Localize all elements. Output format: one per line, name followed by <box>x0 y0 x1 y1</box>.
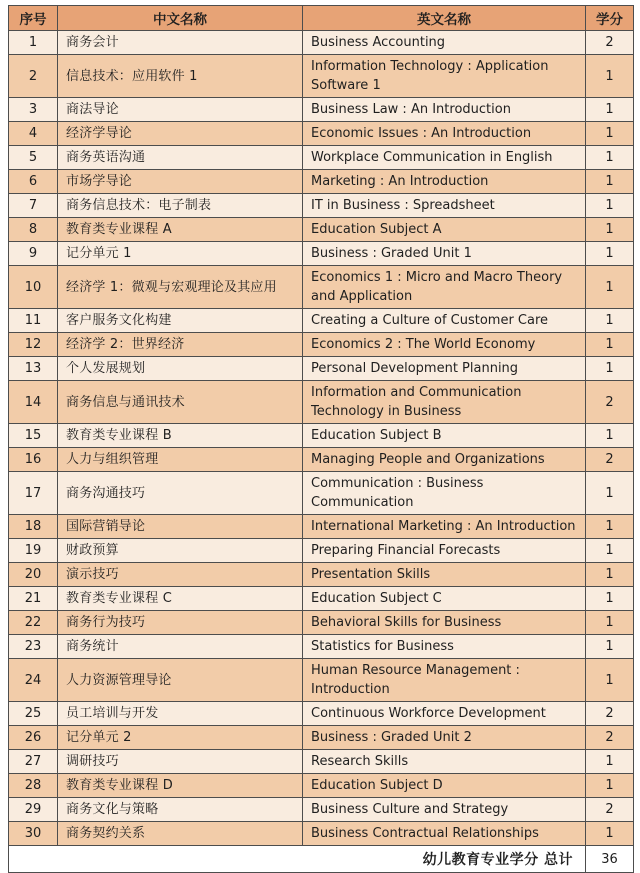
course-name-en: Continuous Workforce Development <box>303 702 586 726</box>
table-row <box>9 563 634 587</box>
course-name-zh: 商务信息技术：电子制表 <box>58 194 303 218</box>
course-credit: 1 <box>586 194 634 218</box>
course-credit: 2 <box>586 381 634 424</box>
row-number: 1 <box>9 31 58 55</box>
row-number: 23 <box>9 635 58 659</box>
table-row <box>9 798 634 822</box>
table-row <box>9 822 634 846</box>
table-row <box>9 242 634 266</box>
row-number: 12 <box>9 333 58 357</box>
course-name-en: Business Law : An Introduction <box>303 98 586 122</box>
course-name-zh: 国际营销导论 <box>58 515 303 539</box>
course-name-en: Human Resource Management : Introduction <box>303 659 586 702</box>
row-number: 28 <box>9 774 58 798</box>
row-number: 19 <box>9 539 58 563</box>
table-row <box>9 702 634 726</box>
row-number: 5 <box>9 146 58 170</box>
course-credit: 2 <box>586 798 634 822</box>
course-name-en: Workplace Communication in English <box>303 146 586 170</box>
course-credit: 1 <box>586 515 634 539</box>
course-name-en: Managing People and Organizations <box>303 448 586 472</box>
row-number: 24 <box>9 659 58 702</box>
column-header-number: 序号 <box>9 6 58 31</box>
row-number: 13 <box>9 357 58 381</box>
course-name-zh: 市场学导论 <box>58 170 303 194</box>
row-number: 3 <box>9 98 58 122</box>
course-name-zh: 教育类专业课程 A <box>58 218 303 242</box>
course-name-en: Education Subject D <box>303 774 586 798</box>
course-name-zh: 经济学导论 <box>58 122 303 146</box>
course-credit: 1 <box>586 122 634 146</box>
course-credit: 1 <box>586 563 634 587</box>
row-number: 17 <box>9 472 58 515</box>
course-credit: 1 <box>586 750 634 774</box>
row-number: 11 <box>9 309 58 333</box>
course-credit: 1 <box>586 611 634 635</box>
course-name-zh: 财政预算 <box>58 539 303 563</box>
course-name-zh: 商法导论 <box>58 98 303 122</box>
course-name-zh: 经济学 1：微观与宏观理论及其应用 <box>58 266 303 309</box>
course-credit: 1 <box>586 659 634 702</box>
course-name-en: Statistics for Business <box>303 635 586 659</box>
table-row <box>9 98 634 122</box>
course-credit: 1 <box>586 242 634 266</box>
course-name-en: Education Subject C <box>303 587 586 611</box>
row-number: 8 <box>9 218 58 242</box>
table-row <box>9 611 634 635</box>
row-number: 26 <box>9 726 58 750</box>
course-credit: 1 <box>586 333 634 357</box>
course-credit: 1 <box>586 424 634 448</box>
course-name-en: Creating a Culture of Customer Care <box>303 309 586 333</box>
row-number: 15 <box>9 424 58 448</box>
course-name-zh: 教育类专业课程 C <box>58 587 303 611</box>
course-credit: 1 <box>586 357 634 381</box>
course-name-en: Education Subject A <box>303 218 586 242</box>
course-name-en: Business Accounting <box>303 31 586 55</box>
table-row <box>9 448 634 472</box>
table-row <box>9 170 634 194</box>
row-number: 2 <box>9 55 58 98</box>
table-row <box>9 726 634 750</box>
course-name-en: Business : Graded Unit 1 <box>303 242 586 266</box>
course-name-en: Education Subject B <box>303 424 586 448</box>
course-name-zh: 商务文化与策略 <box>58 798 303 822</box>
table-row <box>9 635 634 659</box>
course-credit: 1 <box>586 146 634 170</box>
table-row <box>9 381 634 424</box>
row-number: 9 <box>9 242 58 266</box>
course-credit: 2 <box>586 702 634 726</box>
course-credit: 1 <box>586 218 634 242</box>
table-row <box>9 539 634 563</box>
row-number: 20 <box>9 563 58 587</box>
table-row <box>9 659 634 702</box>
table-row <box>9 424 634 448</box>
row-number: 22 <box>9 611 58 635</box>
course-name-en: Business Contractual Relationships <box>303 822 586 846</box>
course-name-zh: 演示技巧 <box>58 563 303 587</box>
row-number: 7 <box>9 194 58 218</box>
table-row <box>9 774 634 798</box>
course-name-en: Business : Graded Unit 2 <box>303 726 586 750</box>
course-name-zh: 记分单元 1 <box>58 242 303 266</box>
course-name-zh: 商务契约关系 <box>58 822 303 846</box>
table-row <box>9 587 634 611</box>
course-credit: 2 <box>586 31 634 55</box>
course-name-en: Economics 1 : Micro and Macro Theory and Application <box>303 266 586 309</box>
course-name-en: Research Skills <box>303 750 586 774</box>
course-name-en: IT in Business : Spreadsheet <box>303 194 586 218</box>
course-rows <box>9 31 634 846</box>
course-name-zh: 商务会计 <box>58 31 303 55</box>
table-row <box>9 218 634 242</box>
course-credit: 1 <box>586 587 634 611</box>
course-credit: 1 <box>586 635 634 659</box>
column-header-english: 英文名称 <box>303 6 586 31</box>
row-number: 18 <box>9 515 58 539</box>
course-credits-table <box>8 5 634 873</box>
course-name-zh: 记分单元 2 <box>58 726 303 750</box>
row-number: 10 <box>9 266 58 309</box>
table-row <box>9 472 634 515</box>
course-name-en: Personal Development Planning <box>303 357 586 381</box>
course-name-zh: 商务信息与通讯技术 <box>58 381 303 424</box>
total-row <box>9 846 634 873</box>
row-number: 27 <box>9 750 58 774</box>
course-name-zh: 员工培训与开发 <box>58 702 303 726</box>
course-credit: 1 <box>586 822 634 846</box>
table-row <box>9 750 634 774</box>
table-row <box>9 333 634 357</box>
table-row <box>9 146 634 170</box>
course-name-en: Preparing Financial Forecasts <box>303 539 586 563</box>
course-name-en: Marketing : An Introduction <box>303 170 586 194</box>
course-credit: 1 <box>586 170 634 194</box>
table-row <box>9 55 634 98</box>
course-name-zh: 商务行为技巧 <box>58 611 303 635</box>
course-credit: 1 <box>586 98 634 122</box>
course-name-en: Information Technology : Application Software 1 <box>303 55 586 98</box>
course-name-en: Information and Communication Technology in Business <box>303 381 586 424</box>
course-name-en: Business Culture and Strategy <box>303 798 586 822</box>
course-name-zh: 商务英语沟通 <box>58 146 303 170</box>
course-name-en: Economic Issues : An Introduction <box>303 122 586 146</box>
row-number: 6 <box>9 170 58 194</box>
course-name-zh: 教育类专业课程 D <box>58 774 303 798</box>
course-credit: 1 <box>586 472 634 515</box>
course-name-zh: 信息技术：应用软件 1 <box>58 55 303 98</box>
row-number: 25 <box>9 702 58 726</box>
header-row <box>9 6 634 31</box>
total-label: 幼儿教育专业学分 总计 <box>9 846 586 873</box>
course-name-zh: 客户服务文化构建 <box>58 309 303 333</box>
course-name-en: Presentation Skills <box>303 563 586 587</box>
course-name-zh: 商务沟通技巧 <box>58 472 303 515</box>
course-credit: 1 <box>586 309 634 333</box>
row-number: 16 <box>9 448 58 472</box>
course-credit: 2 <box>586 448 634 472</box>
column-header-chinese: 中文名称 <box>58 6 303 31</box>
course-credit: 1 <box>586 266 634 309</box>
course-name-en: Economics 2 : The World Economy <box>303 333 586 357</box>
table-row <box>9 31 634 55</box>
table-row <box>9 357 634 381</box>
course-name-zh: 商务统计 <box>58 635 303 659</box>
course-name-en: Communication : Business Communication <box>303 472 586 515</box>
course-name-zh: 人力资源管理导论 <box>58 659 303 702</box>
table-row <box>9 309 634 333</box>
course-credit: 1 <box>586 539 634 563</box>
course-credit: 1 <box>586 774 634 798</box>
course-name-en: Behavioral Skills for Business <box>303 611 586 635</box>
row-number: 14 <box>9 381 58 424</box>
row-number: 4 <box>9 122 58 146</box>
table-row <box>9 515 634 539</box>
total-credits-value: 36 <box>586 846 634 873</box>
course-name-zh: 调研技巧 <box>58 750 303 774</box>
course-name-en: International Marketing : An Introduction <box>303 515 586 539</box>
course-name-zh: 人力与组织管理 <box>58 448 303 472</box>
column-header-credits: 学分 <box>586 6 634 31</box>
table-row <box>9 194 634 218</box>
course-name-zh: 教育类专业课程 B <box>58 424 303 448</box>
course-credit: 1 <box>586 55 634 98</box>
row-number: 29 <box>9 798 58 822</box>
course-credit: 2 <box>586 726 634 750</box>
row-number: 21 <box>9 587 58 611</box>
row-number: 30 <box>9 822 58 846</box>
table-row <box>9 266 634 309</box>
table-row <box>9 122 634 146</box>
course-name-zh: 个人发展规划 <box>58 357 303 381</box>
course-name-zh: 经济学 2：世界经济 <box>58 333 303 357</box>
